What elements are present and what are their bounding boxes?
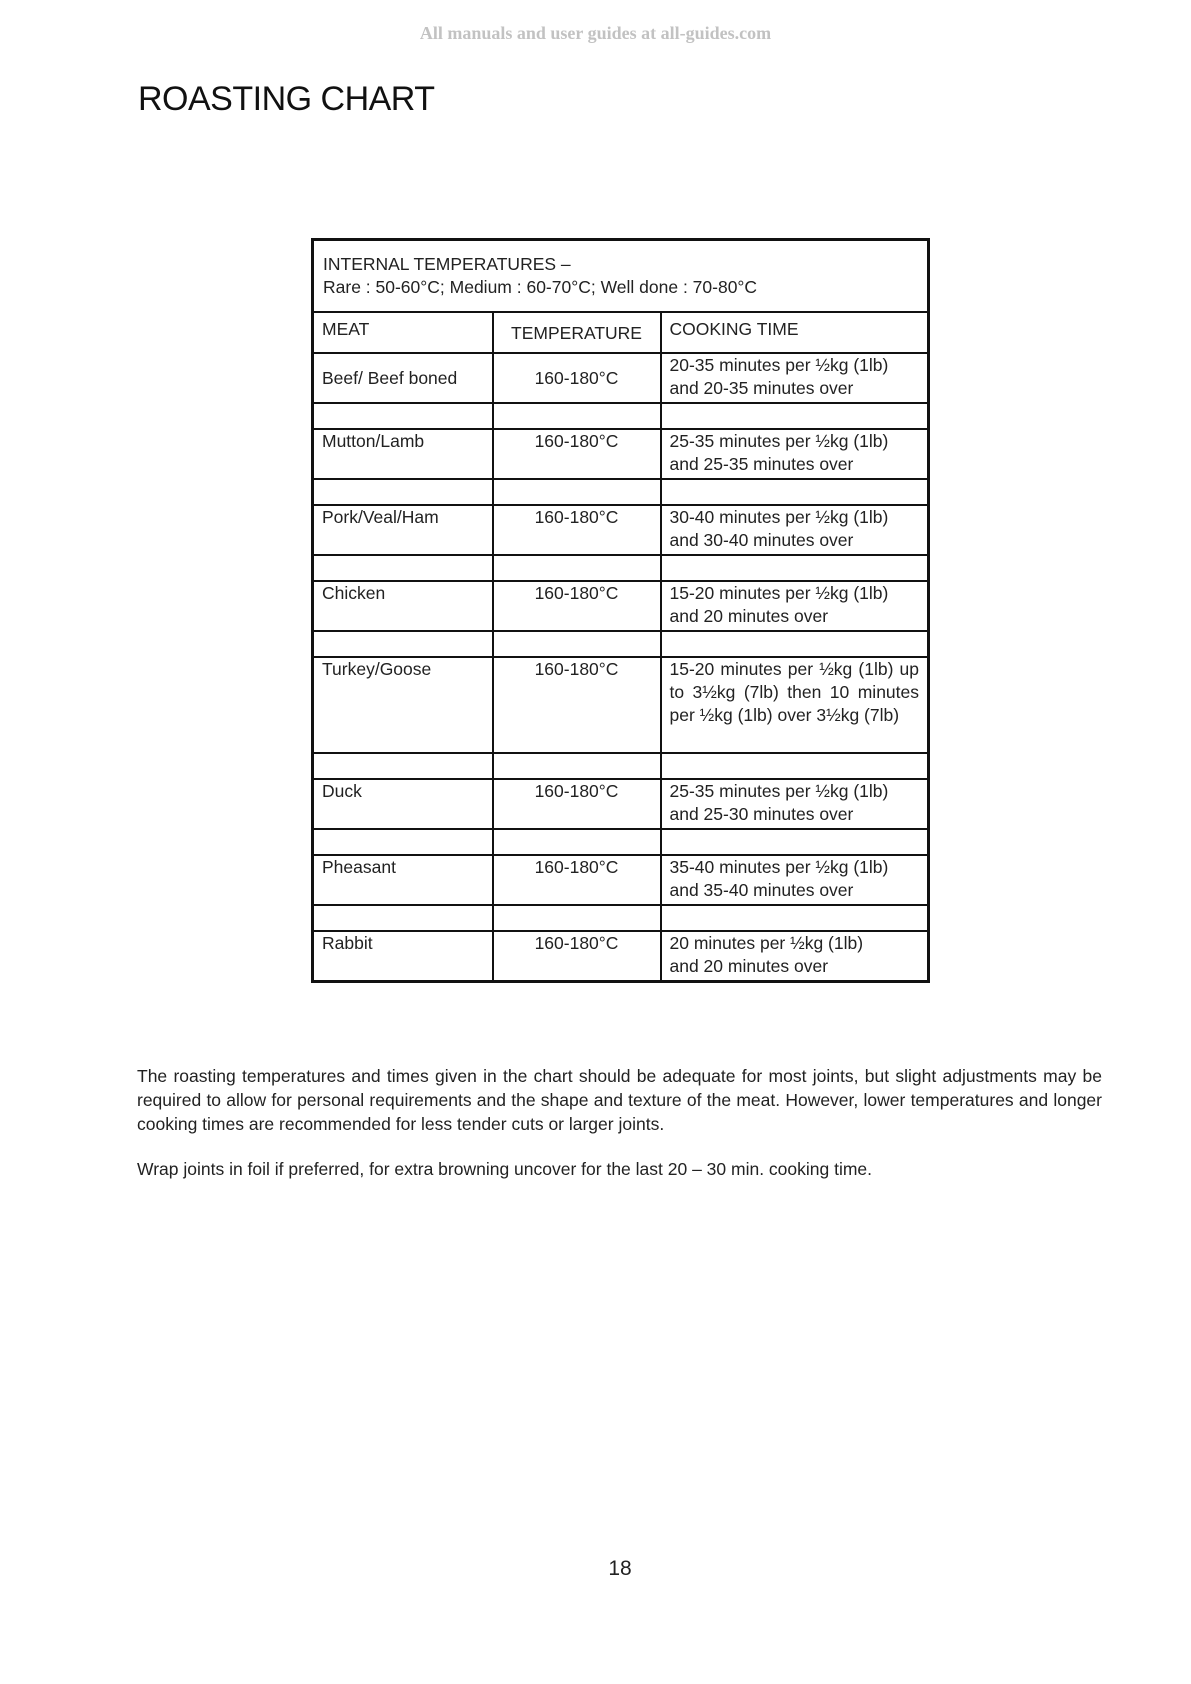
temperature-cell: 160-180°C: [493, 429, 661, 479]
column-header-meat: MEAT: [313, 312, 493, 353]
spacer-row: [313, 753, 929, 779]
temperature-cell: 160-180°C: [493, 581, 661, 631]
cooking-time-line: 25-35 minutes per ½kg (1lb): [669, 431, 889, 451]
cooking-time-cell: [661, 581, 929, 631]
cooking-time-line: and 20-35 minutes over: [669, 378, 854, 398]
cooking-time-line: and 20 minutes over: [669, 606, 829, 626]
table-row: [313, 657, 929, 753]
table-row: [313, 931, 929, 981]
cooking-time-cell: [661, 429, 929, 479]
table-row: [313, 429, 929, 479]
table-row: [313, 581, 929, 631]
table-row: [313, 353, 929, 403]
table-row: [313, 855, 929, 905]
cooking-time-cell: [661, 353, 929, 403]
spacer-row: [313, 829, 929, 855]
column-header-temperature: TEMPERATURE: [493, 312, 661, 353]
cooking-time-line: 15-20 minutes per ½kg (1lb): [669, 583, 889, 603]
cooking-time-line: 25-35 minutes per ½kg (1lb): [669, 781, 889, 801]
foil-note: Wrap joints in foil if preferred, for extra browning uncover for the last 20 – 30 min. cooking time.: [137, 1159, 873, 1179]
temperature-cell: 160-180°C: [493, 931, 661, 981]
cooking-time-line: and 25-30 minutes over: [669, 804, 854, 824]
temperature-cell: 160-180°C: [493, 505, 661, 555]
spacer-row: [313, 479, 929, 505]
internal-temperatures-heading: INTERNAL TEMPERATURES –: [323, 254, 571, 274]
watermark: All manuals and user guides at all-guides.com: [419, 23, 772, 43]
roasting-table: [311, 238, 930, 983]
spacer-row: [313, 555, 929, 581]
table-row: [313, 505, 929, 555]
meat-cell: Pheasant: [313, 855, 493, 905]
temperature-cell: 160-180°C: [493, 779, 661, 829]
internal-temperatures-cell: [313, 240, 929, 313]
cooking-time-cell: 15-20 minutes per ½kg (1lb) up to 3½kg (7lb) then 10 minutes per ½kg (1lb) over 3½kg (7lb): [661, 657, 929, 753]
page-number: 18: [608, 1557, 632, 1580]
cooking-time-cell: [661, 505, 929, 555]
cooking-time-line: 20 minutes per ½kg (1lb): [669, 933, 864, 953]
spacer-row: [313, 905, 929, 931]
meat-cell: Duck: [313, 779, 493, 829]
temperature-cell: 160-180°C: [493, 855, 661, 905]
meat-cell: Mutton/Lamb: [313, 429, 493, 479]
meat-cell: Pork/Veal/Ham: [313, 505, 493, 555]
table-intro-row: [313, 240, 929, 313]
spacer-row: [313, 631, 929, 657]
temperature-cell: 160-180°C: [493, 657, 661, 753]
cooking-time-cell: [661, 931, 929, 981]
table-header-row: [313, 312, 929, 353]
meat-cell: Turkey/Goose: [313, 657, 493, 753]
temperature-cell: 160-180°C: [493, 353, 661, 403]
table-row: [313, 779, 929, 829]
page-title: ROASTING CHART: [138, 80, 435, 118]
cooking-time-line: 35-40 minutes per ½kg (1lb): [669, 857, 889, 877]
column-header-cooking-time: COOKING TIME: [661, 312, 929, 353]
cooking-time-cell: [661, 779, 929, 829]
cooking-time-line: 20-35 minutes per ½kg (1lb): [669, 355, 889, 375]
cooking-time-line: and 30-40 minutes over: [669, 530, 854, 550]
cooking-time-line: and 25-35 minutes over: [669, 454, 854, 474]
cooking-time-cell: [661, 855, 929, 905]
adjustment-note: The roasting temperatures and times given in the chart should be adequate for most joints, but slight adjustments may be required to allow for personal requirements and the shape and texture of the meat. However, lower temperatures and longer cooking times are recommended for less tender cuts or larger joints.: [137, 1066, 1102, 1134]
internal-temperatures-values: Rare : 50-60°C; Medium : 60-70°C; Well done : 70-80°C: [323, 277, 758, 297]
meat-cell: Beef/ Beef boned: [313, 353, 493, 403]
cooking-time-line: 30-40 minutes per ½kg (1lb): [669, 507, 889, 527]
meat-cell: Chicken: [313, 581, 493, 631]
cooking-time-line: and 35-40 minutes over: [669, 880, 854, 900]
meat-cell: Rabbit: [313, 931, 493, 981]
cooking-time-line: and 20 minutes over: [669, 956, 829, 976]
spacer-row: [313, 403, 929, 429]
